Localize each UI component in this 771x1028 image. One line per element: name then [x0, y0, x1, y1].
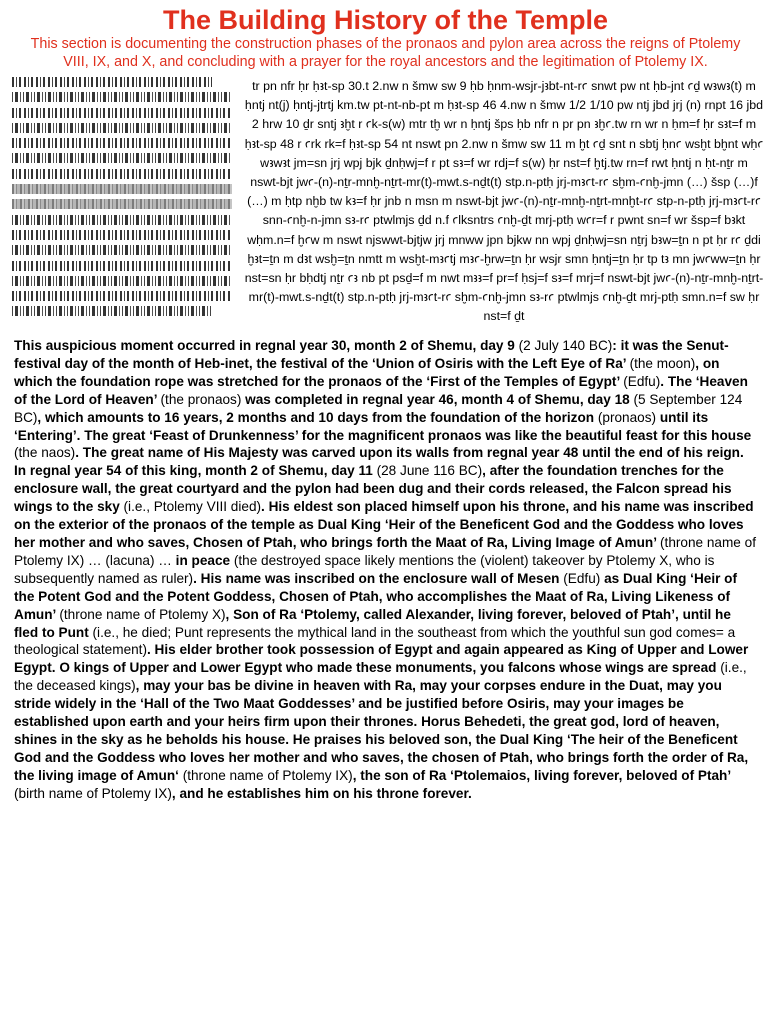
translation-note: (5 September 124 BC): [14, 391, 743, 425]
translation-segment: as Dual King ‘Heir of the Potent God and the Potent Goddess, Chosen of Ptah, who accomplishes the Maat of Ra, Living Likeness of Amun’: [14, 570, 738, 622]
translation-note: (Edfu): [563, 570, 601, 586]
translation-note: (the destroyed space likely mentions the (violent) takeover by Ptolemy X, who is subsequently named as ruler): [14, 552, 715, 586]
translation-segment: , on which the foundation rope was stretched for the pronaos of the ‘First of the Temples of Egypt’: [14, 355, 720, 389]
translation-note: (throne name of Ptolemy IX) … (lacuna) …: [14, 534, 756, 568]
translation-segment: , which amounts to 16 years, 2 months and 10 days from the foundation of the horizon: [37, 409, 598, 425]
translation-note: (pronaos): [597, 409, 657, 425]
translation-segment: : it was the Senut-festival day of the month of Heb-inet, the festival of the ‘Union of Osiris with the Left Eye of Ra’: [14, 338, 729, 371]
translation-segment: , Son of Ra ‘Ptolemy, called Alexander, living forever, beloved of Ptah’, until he fled to Punt: [14, 606, 731, 640]
translation-segment: . His elder brother took possession of Egypt and again appeared as King of Upper and Lower Egypt. O kings of Upper and Lower Egypt who made these monuments, you falcons whose wings are spread: [14, 642, 749, 676]
hieroglyph-inscription-image: [12, 77, 240, 331]
page-subtitle: This section is documenting the construction phases of the pronaos and pylon area across the reigns of Ptolemy VIII, IX, and X, and concluding with a prayer for the royal ancestors and the legitimation of Ptolemy IX.: [30, 36, 741, 70]
translation-note: (throne name of Ptolemy X): [59, 606, 226, 622]
translation-segment: until its ‘Entering’. The great ‘Feast of Drunkenness’ for the magnificent pronaos was like the beautiful feast for this house: [14, 409, 752, 443]
document-page: [0, 4, 771, 1028]
translation-note: (2 July 140 BC): [518, 338, 613, 353]
transliteration-text: tr pn nfr ḥr ḥꜣt-sp 30.t 2.nw n šmw sw 9 ḥb ḥnm-wsjr-jꜣbt-nt-rꜥ snwt pw nt ḥb-jnt ꜥḏ wꜣwꜣ(t) m ḥntj nt(j) ḥntj-jtrtj km.tw pt-nt-nb-pt m ḥꜣt-sp 46 4.nw n šmw 1/2 1/10 pw ntj jbd jrj (n) rnpt 16 jbd 2 hrw 10 ḏr sntj ꜣḫt r ꜥk-s(w) mtr tḫ wr n ḥntj šps ḥb nfr n pr pn ꜣḫꜥ.tw rn wr n ḥm=f ḥr sꜣt=f m ḥꜣt-sp 48 r ꜥrk rk=f ḥꜣt-sp 54 nt nswt pn 2.nw n šmw sw 11 m ḫt ꜥḏ snt n sbtj ḥnꜥ wsḫt bḫnt wḥꜥ wꜣwꜣt jm=sn jrj wpj bjk ḏnḥwj=f r pt sꜣ=f wr rdj=f s(w) ḥr nst=f ḫtj.tw rn=f rwt ḥntj n ḥt-nṯr m nswt-bjt jwꜥ-(n)-nṯr-mnḫ-nṯrt-mr(t)-mwt.s-nḏt(t) stp.n-ptḥ jrj-mꜣꜥt-rꜥ sḫm-ꜥnḫ-jmn (…) šsp (…)f (…) m ḥtp nḫb tw kꜣ=f ḥr jnb n msn m nswt-bjt jwꜥ-(n)-nṯr-mnḫ-nṯrt-mnḫt-rꜥ stp-n-ptḥ jrj-mꜣꜥt-rꜥ snn-ꜥnḫ-n-jmn sꜣ-rꜥ ptwlmjs ḏd n.f ꜥlksntrs ꜥnḫ-ḏt mrj-ptḥ wꜥr=f r pwnt sn=f wr šsp=f bꜣkt wḥm.n=f ḫꜥw m nswt njswwt-bjtjw jrj mnww jpn bjkw nn wpj ḏnḥwj=sn nṯrj bꜣw=ṯn n pt ḥr rꜥ ḏdi ḫꜣt=ṯn m dꜣt wsḫ=ṯn nmtt m wsḫt-mꜣꜥtj mꜣꜥ-ḫrw=ṯn ḥr wsjr smn ḥntj=ṯn ḥr tp tꜣ mn jwꜥww=ṯn ḥr nst=sn ḥr bḥdtj nṯr ꜥꜣ nb pt psḏ=f m nwt mꜣꜣ=f pr=f ḥsj=f sꜣ=f mrj=f nswt-bjt jwꜥ-(n)-nṯr-mnḫ-nṯrt-mr(t)-mwt.s-nḏt(t) stp.n-ptḥ jrj-mꜣꜥt-rꜥ sḫm-ꜥnḫ-jmn sꜣ-rꜥ ptwlmjs ꜥnḫ-ḏt mrj-ptḥ smn.n=f sw ḥr nst=f ḏt: [244, 79, 764, 324]
translation-segment: was completed in regnal year 46, month 4 of Shemu, day 18: [241, 391, 634, 407]
translation-segment: . His name was inscribed on the enclosure wall of Mesen: [193, 570, 564, 586]
translation-note: (throne name of Ptolemy IX): [182, 767, 353, 783]
translation-note: (birth name of Ptolemy IX): [14, 785, 172, 801]
translation-note: (the naos): [14, 445, 76, 461]
translation-segment: , the son of Ra ‘Ptolemaios, living forever, beloved of Ptah’: [352, 767, 731, 783]
translation-segment: . The ‘Heaven of the Lord of Heaven’: [14, 373, 748, 407]
translation-segment: . The great name of His Majesty was carved upon its walls from regnal year 48 until the end of his reign. In regnal year 54 of this king, month 2 of Shemu, day 11: [14, 445, 744, 479]
translation-segment: in peace: [175, 552, 234, 568]
translation-note: (i.e., the deceased kings): [14, 660, 747, 694]
inscription-section: [10, 77, 764, 331]
translation-segment: . His eldest son placed himself upon his throne, and his name was inscribed on the exterior of the pronaos of the temple as Dual King ‘Heir of the Beneficent God and the Goddess who loves her mother and who saves, Chosen of Ptah, who brings forth the Maat of Ra, Living Image of Amun’: [14, 499, 754, 550]
translation-segment: This auspicious moment occurred in regnal year 30, month 2 of Shemu, day 9: [14, 338, 519, 353]
translation-segment: , and he establishes him on his throne forever.: [171, 785, 472, 801]
page-title: The Building History of the Temple: [162, 5, 608, 35]
translation-text: [10, 337, 761, 803]
translation-note: (28 June 116 BC): [376, 463, 483, 479]
translation-segment: , after the foundation trenches for the enclosure wall, the great courtyard and the pylon had been dug and their cords released, the Falcon spread his wings to the sky: [14, 463, 732, 515]
translation-note: (the moon): [629, 355, 696, 371]
translation-segment: , may your bas be divine in heaven with Ra, may your corpses endure in the Duat, may you stride widely in the ‘Hall of the Two Maat Goddesses’ and be justified before Osiris, may your images be established upon earth and your heirs firm upon their thrones. Horus Behedeti, the great god, lord of heaven, shines in the sky as he beholds his house. He praises his beloved son, the Dual King ‘The heir of the Beneficent God and the Goddess who loves her mother and who saves, the chosen of Ptah, who brings forth the order of Ra, the living image of Amun‘: [14, 678, 749, 783]
translation-note: (the pronaos): [160, 391, 242, 407]
translation-note: (i.e., he died; Punt represents the mythical land in the southeast from which the youthful sun god comes= a theological statement): [14, 624, 736, 658]
translation-note: (i.e., Ptolemy VIII died): [123, 499, 262, 515]
translation-note: (Edfu): [623, 373, 661, 389]
